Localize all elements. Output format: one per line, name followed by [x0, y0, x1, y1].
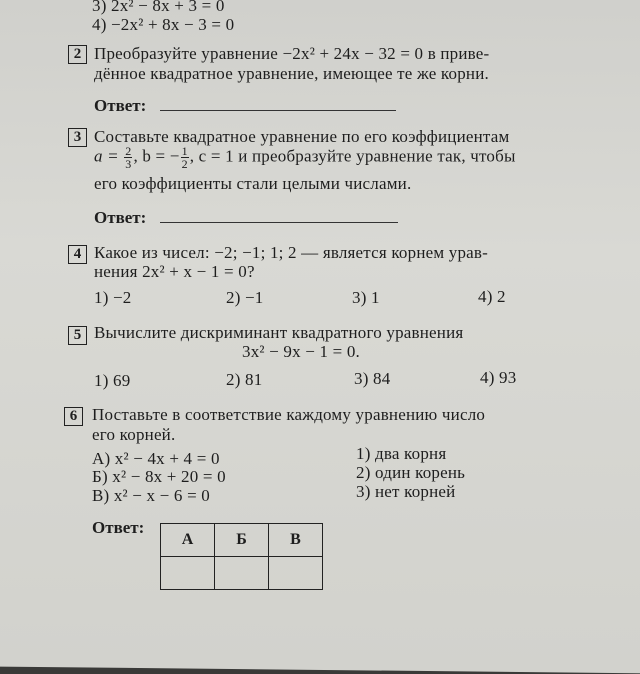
task-3-line-2	[94, 145, 516, 170]
task-5-option-2[interactable]: 2) 81	[226, 370, 263, 389]
answer-table-input-row	[161, 557, 323, 590]
task-5-option-1[interactable]: 1) 69	[94, 371, 131, 390]
equation-v: В) x² − x − 6 = 0	[92, 486, 211, 505]
coef-a-fraction: $\frac{2}{3}$	[125, 144, 132, 171]
task-6-number: 6	[64, 407, 83, 426]
task-4-option-1[interactable]: 1) −2	[94, 288, 132, 307]
task-6-line-1: Поставьте в соответствие каждому уравнению число	[92, 405, 486, 424]
task-2-line-1: Преобразуйте уравнение −2x² + 24x − 32 = 0 в приве-	[94, 44, 490, 63]
prev-option-4: 4) −2x² + 8x − 3 = 0	[92, 15, 235, 34]
task-6-line-2: его корней.	[92, 425, 176, 444]
answer-cell-b[interactable]	[215, 557, 269, 590]
task-5-option-3[interactable]: 3) 84	[354, 369, 391, 388]
choice-2: 2) один корень	[356, 463, 466, 482]
task-2-number: 2	[68, 45, 87, 64]
task-5-number: 5	[68, 326, 87, 345]
choice-1: 1) два корня	[356, 444, 447, 463]
task-4-line-1: Какое из чисел: −2; −1; 1; 2 — является корнем урав-	[94, 243, 489, 262]
answer-table-header-b: Б	[215, 524, 269, 557]
task-4-line-2: нения 2x² + x − 1 = 0?	[94, 262, 255, 281]
task-3-line-3: его коэффициенты стали целыми числами.	[94, 174, 412, 193]
task-2-answer-line[interactable]	[160, 110, 396, 111]
answer-table-header-v: В	[269, 524, 323, 557]
coef-b-fraction: $\frac{1}{2}$	[181, 144, 188, 171]
task-3-line-2-rest: , c = 1 и преобразуйте уравнение так, чтобы	[189, 146, 516, 166]
task-3-line-1: Составьте квадратное уравнение по его коэффициентам	[94, 127, 510, 146]
choice-3: 3) нет корней	[356, 482, 456, 501]
task-3-answer-line[interactable]	[160, 222, 398, 223]
task-6-answer-label: Ответ:	[92, 518, 145, 537]
task-5-equation: 3x² − 9x − 1 = 0.	[242, 342, 361, 361]
equation-b: Б) x² − 8x + 20 = 0	[92, 467, 226, 486]
prev-option-3: 3) 2x² − 8x + 3 = 0	[92, 0, 225, 15]
task-5-option-4[interactable]: 4) 93	[480, 368, 517, 387]
answer-cell-a[interactable]	[161, 557, 215, 590]
answer-table	[160, 523, 323, 590]
answer-cell-v[interactable]	[269, 557, 323, 590]
task-3-answer-label: Ответ:	[94, 208, 147, 227]
coef-a-prefix: a =	[94, 146, 119, 166]
task-5-line-1: Вычислите дискриминант квадратного уравнения	[94, 323, 464, 342]
answer-table-header-a: А	[161, 524, 215, 557]
task-4-number: 4	[68, 245, 87, 264]
task-3-number: 3	[68, 128, 87, 147]
answer-table-header-row	[161, 524, 323, 557]
task-2-answer-label: Ответ:	[94, 96, 147, 115]
coef-b-prefix: , b = −	[133, 146, 180, 166]
task-4-option-3[interactable]: 3) 1	[352, 288, 380, 307]
task-4-option-2[interactable]: 2) −1	[226, 288, 264, 307]
task-2-line-2: дённое квадратное уравнение, имеющее те же корни.	[94, 64, 489, 83]
task-4-option-4[interactable]: 4) 2	[478, 287, 506, 306]
equation-a: А) x² − 4x + 4 = 0	[92, 449, 220, 468]
